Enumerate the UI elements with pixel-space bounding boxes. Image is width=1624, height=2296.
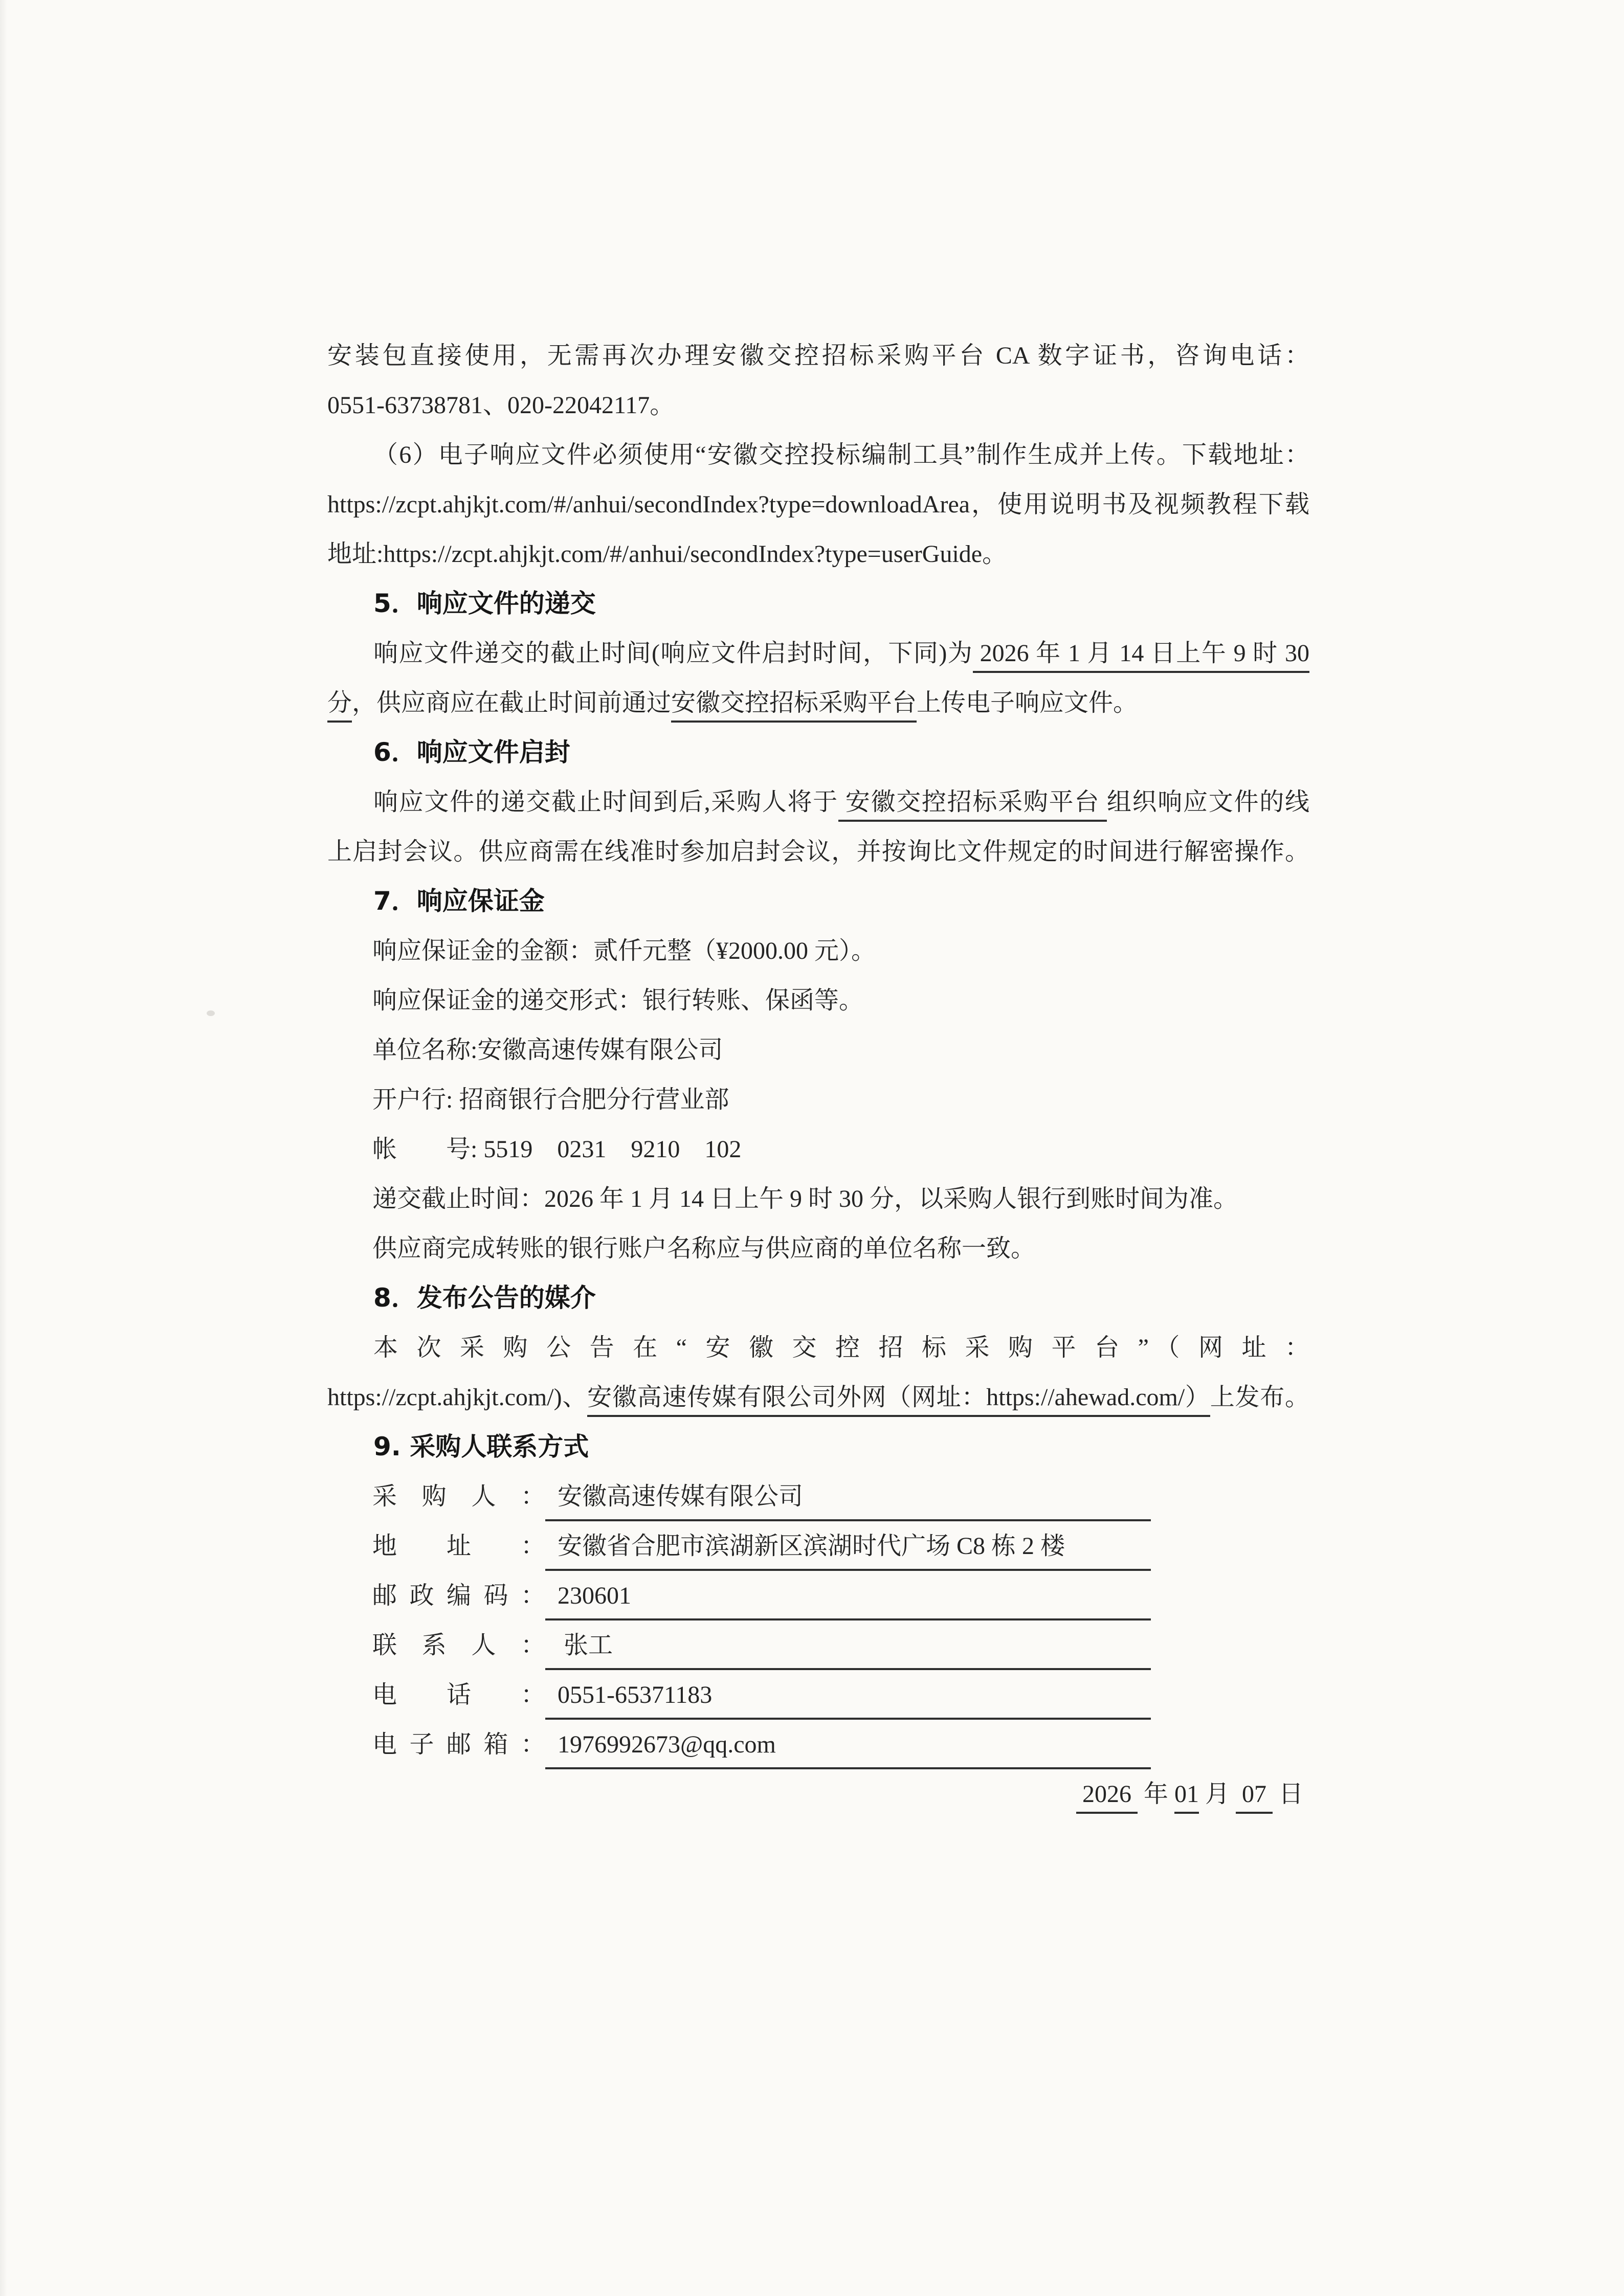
doc-line: [327, 331, 1309, 380]
doc-line: [327, 380, 1309, 430]
doc-line: [327, 678, 1309, 728]
doc-line: [327, 1372, 1309, 1422]
text-run: 安装包直接使用，无需再次办理安徽交控招标采购平台 CA 数字证书，咨询电话：: [327, 342, 1309, 369]
underlined-text: 安徽高速传媒有限公司外网（网址：https://ahewad.com/）: [587, 1384, 1210, 1417]
field-value: 0551-65371183: [545, 1670, 1151, 1720]
section-heading: [327, 1273, 1309, 1323]
text-run: 上发布。: [1210, 1384, 1309, 1411]
doc-line: [327, 1025, 1309, 1075]
contact-row: [327, 1521, 1151, 1571]
text-run: 响应文件递交的截止时间(响应文件启封时间，下同)为: [373, 640, 973, 667]
date-line: [327, 1769, 1309, 1819]
text-run: 9. 采购人联系方式: [373, 1432, 589, 1461]
scan-artifact-speck: [207, 1010, 215, 1016]
contact-row: [327, 1472, 1151, 1521]
underlined-text: 安徽交控招标采购平台: [671, 689, 917, 723]
underlined-text: 分: [327, 689, 352, 723]
text-run: 5．响应文件的递交: [373, 589, 596, 618]
text-run: https://zcpt.ahjkjt.com/#/anhui/secondIndex?type=downloadArea，使用说明书及视频教程下载: [327, 491, 1309, 518]
document-body: [327, 331, 1309, 1819]
doc-line: [327, 430, 1309, 480]
text-run: 本次采购公告在“安徽交控招标采购平台”（网址：: [373, 1334, 1309, 1361]
doc-line: [327, 1174, 1309, 1224]
text-run: 日: [1272, 1781, 1303, 1808]
text-run: （6）电子响应文件必须使用“安徽交控投标编制工具”制作生成并上传。下载地址：: [373, 441, 1309, 468]
text-run: 响应保证金的递交形式：银行转账、保函等。: [372, 987, 864, 1014]
section-heading: [327, 1422, 1309, 1472]
underlined-text: 2026: [1076, 1781, 1138, 1814]
section-heading: [327, 728, 1309, 777]
underlined-text: 安徽交控招标采购平台: [838, 789, 1107, 822]
doc-line: [327, 628, 1309, 678]
doc-line: [327, 480, 1309, 529]
text-run: 8．发布公告的媒介: [373, 1283, 596, 1313]
field-value: 张工: [545, 1620, 1151, 1670]
doc-line: [327, 827, 1309, 876]
contact-row: [327, 1571, 1151, 1620]
text-run: 递交截止时间：2026 年 1 月 14 日上午 9 时 30 分，以采购人银行到账时间为准。: [372, 1185, 1238, 1212]
text-run: https://zcpt.ahjkjt.com/)、: [327, 1384, 588, 1411]
section-heading: [327, 579, 1309, 628]
text-run: 上启封会议。供应商需在线准时参加启封会议，并按询比文件规定的时间进行解密操作。: [327, 838, 1309, 865]
text-run: 0551-63738781、020-22042117。: [327, 392, 675, 419]
contact-row: [327, 1620, 1151, 1670]
text-run: 月: [1198, 1781, 1236, 1808]
doc-line: [327, 1224, 1309, 1273]
field-value: 230601: [545, 1571, 1151, 1620]
field-label: 采购人：: [372, 1483, 545, 1510]
field-label: 电子邮箱：: [372, 1731, 545, 1758]
text-run: 开户行: 招商银行合肥分行营业部: [372, 1086, 729, 1113]
contact-row: [327, 1720, 1151, 1769]
text-run: 年: [1137, 1781, 1174, 1808]
doc-line: [327, 529, 1309, 579]
text-run: 上传电子响应文件。: [917, 689, 1138, 716]
field-label: 地址：: [372, 1533, 545, 1560]
text-run: 响应保证金的金额：贰仟元整（¥2000.00 元）。: [372, 937, 876, 964]
doc-line: [327, 1124, 1309, 1174]
section-heading: [327, 876, 1309, 926]
doc-line: [327, 976, 1309, 1025]
text-run: 组织响应文件的线: [1106, 789, 1309, 816]
field-value: 安徽高速传媒有限公司: [545, 1472, 1151, 1521]
text-run: 响应文件的递交截止时间到后,采购人将于: [373, 789, 838, 816]
field-value: 1976992673@qq.com: [545, 1720, 1151, 1769]
text-run: 单位名称:安徽高速传媒有限公司: [372, 1037, 723, 1064]
text-run: 6．响应文件启封: [373, 737, 570, 767]
text-run: 地址:https://zcpt.ahjkjt.com/#/anhui/secondIndex?type=userGuide。: [327, 541, 1007, 568]
text-run: 帐 号: 5519 0231 9210 102: [372, 1136, 742, 1163]
text-run: ，供应商应在截止时间前通过: [352, 689, 672, 716]
field-value: 安徽省合肥市滨湖新区滨湖时代广场 C8 栋 2 楼: [545, 1521, 1151, 1571]
field-label: 联系人：: [372, 1632, 545, 1659]
underlined-text: 07: [1236, 1781, 1273, 1814]
field-label: 邮政编码：: [372, 1582, 545, 1609]
doc-line: [327, 777, 1309, 827]
doc-line: [327, 926, 1309, 976]
doc-line: [327, 1075, 1309, 1124]
underlined-text: 01: [1174, 1781, 1199, 1814]
contact-row: [327, 1670, 1151, 1720]
doc-line: [327, 1323, 1309, 1372]
underlined-text: 2026 年 1 月 14 日上午 9 时 30: [973, 640, 1309, 673]
text-run: 供应商完成转账的银行账户名称应与供应商的单位名称一致。: [372, 1235, 1036, 1262]
text-run: 7．响应保证金: [373, 886, 545, 916]
field-label: 电话：: [372, 1681, 545, 1708]
